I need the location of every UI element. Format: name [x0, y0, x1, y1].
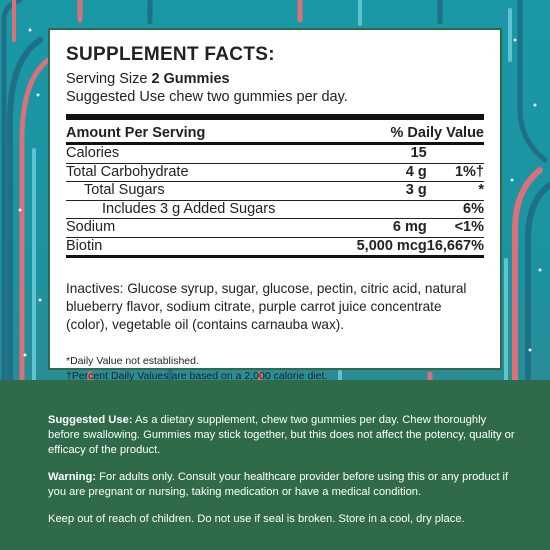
table-row: [66, 237, 484, 257]
nutrient-name: Total Sugars: [66, 182, 337, 201]
footnote-percent-daily-value: †Percent Daily Values are based on a 2,000 calorie diet.: [66, 370, 328, 382]
serving-size: [66, 70, 484, 88]
warning-paragraph: [48, 470, 518, 500]
suggested-use-text: As a dietary supplement, chew two gummies per day. Chew thoroughly before swallowing. Gummies may stick together, but this does not affect the potency, quality or efficacy of the product.: [48, 414, 515, 456]
header-daily-value: % Daily Value: [390, 125, 484, 141]
thick-divider: [66, 114, 484, 120]
nutrient-dv: *: [427, 182, 484, 201]
serving-size-label: Serving Size: [66, 71, 152, 87]
suggested-use-label: Suggested Use:: [48, 414, 133, 426]
suggested-use-paragraph: [48, 413, 518, 458]
suggested-use-line: Suggested Use chew two gummies per day.: [66, 89, 348, 105]
nutrient-name: Sodium: [66, 219, 337, 238]
warning-label: Warning:: [48, 471, 97, 483]
panel-title: SUPPLEMENT FACTS:: [66, 44, 275, 65]
nutrient-name: Biotin: [66, 237, 337, 257]
warning-text: For adults only. Consult your healthcare provider before using this or any product if you are pregnant or nursing, taking medication or have a medical condition.: [48, 471, 509, 498]
nutrient-amount: 4 g: [337, 163, 427, 182]
table-row: [66, 145, 484, 163]
supplement-facts-panel: [48, 28, 502, 382]
directions-section: [48, 413, 518, 539]
footnotes: [66, 354, 484, 384]
table-row: [66, 200, 484, 219]
table-header: [66, 124, 484, 142]
nutrient-name: Includes 3 g Added Sugars: [66, 200, 337, 219]
nutrient-amount: 15: [337, 145, 427, 163]
nutrient-amount: [337, 200, 427, 219]
nutrient-name: Calories: [66, 145, 337, 163]
nutrient-dv: <1%: [427, 219, 484, 238]
serving-size-value: 2 Gummies: [151, 71, 230, 87]
storage-paragraph: Keep out of reach of children. Do not use if seal is broken. Store in a cool, dry place.: [48, 513, 465, 525]
table-row: [66, 163, 484, 182]
header-amount-per-serving: Amount Per Serving: [66, 125, 206, 141]
inactive-ingredients: Inactives: Glucose syrup, sugar, glucose, pectin, citric acid, natural blueberry flavor, sodium citrate, purple carrot juice concentrate (color), vegetable oil (contains carnauba wax).: [66, 281, 467, 332]
nutrient-name: Total Carbohydrate: [66, 163, 337, 182]
nutrient-dv: 6%: [427, 200, 484, 219]
footnote-daily-value: *Daily Value not established.: [66, 355, 199, 367]
nutrient-dv: 1%†: [427, 163, 484, 182]
nutrient-amount: 6 mg: [337, 219, 427, 238]
table-row: [66, 219, 484, 238]
nutrient-amount: 5,000 mcg: [337, 237, 427, 257]
table-row: [66, 182, 484, 201]
nutrient-dv: 16,667%: [427, 237, 484, 257]
nutrient-amount: 3 g: [337, 182, 427, 201]
nutrient-dv: [427, 145, 484, 163]
nutrient-table: [66, 145, 484, 258]
